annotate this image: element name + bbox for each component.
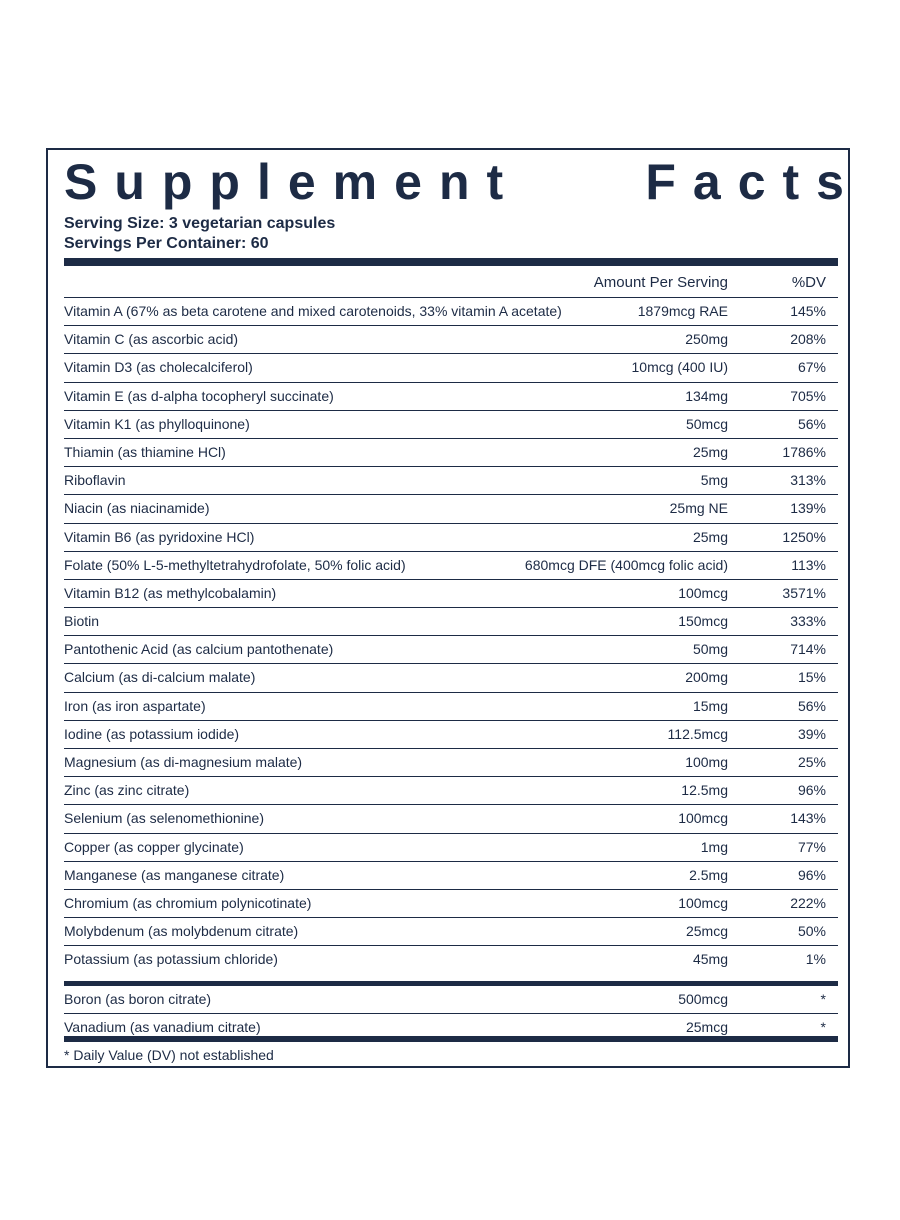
daily-value-percent: * (820, 991, 826, 1007)
table-row (64, 326, 838, 354)
table-row (64, 495, 838, 523)
daily-value-percent: 313% (790, 472, 826, 489)
daily-value-percent: 56% (797, 415, 826, 432)
other-ingredients-table (64, 986, 838, 1041)
table-row (64, 411, 838, 439)
amount-per-serving: 100mcg (678, 584, 728, 601)
amount-per-serving: 25mcg (685, 1019, 728, 1036)
table-row (64, 805, 838, 833)
nutrient-name: Potassium (as potassium chloride) (64, 951, 278, 968)
nutrient-name: Copper (as copper glycinate) (64, 838, 244, 855)
daily-value-percent: 25% (797, 754, 826, 770)
nutrient-name: Selenium (as selenomethionine) (64, 810, 264, 827)
amount-per-serving: 100mg (685, 754, 728, 770)
table-row (64, 693, 838, 721)
footnote: * Daily Value (DV) not established (64, 1047, 274, 1063)
table-row (64, 777, 838, 805)
table-row (64, 834, 838, 862)
thick-divider-top (64, 258, 838, 266)
table-row (64, 946, 838, 973)
nutrient-name: Manganese (as manganese citrate) (64, 866, 285, 883)
amount-per-serving: 2.5mg (689, 866, 728, 883)
daily-value-percent: 1250% (782, 528, 826, 545)
amount-per-serving: 12.5mg (681, 782, 728, 799)
table-row (64, 862, 838, 890)
header-amount-per-serving: Amount Per Serving (593, 274, 728, 291)
nutrient-name: Iron (as iron aspartate) (64, 697, 206, 714)
daily-value-percent: 145% (790, 303, 826, 319)
table-row (64, 608, 838, 636)
table-row (64, 721, 838, 749)
nutrient-name: Vitamin C (as ascorbic acid) (64, 331, 239, 348)
nutrient-name: Pantothenic Acid (as calcium pantothenate) (64, 641, 334, 658)
nutrient-name: Zinc (as zinc citrate) (64, 782, 190, 799)
nutrient-name: Iodine (as potassium iodide) (64, 725, 240, 742)
daily-value-percent: 39% (797, 725, 826, 742)
daily-value-percent: 67% (797, 359, 826, 376)
table-row (64, 580, 838, 608)
nutrient-name: Thiamin (as thiamine HCl) (64, 443, 226, 460)
nutrient-name: Biotin (64, 613, 100, 630)
amount-per-serving: 134mg (685, 387, 728, 404)
amount-per-serving: 1mg (700, 838, 728, 855)
nutrient-table (64, 298, 838, 974)
nutrient-name: Vitamin B6 (as pyridoxine HCl) (64, 528, 255, 545)
daily-value-percent: 96% (797, 866, 826, 883)
title-word-facts: Facts (645, 154, 861, 210)
nutrient-name: Niacin (as niacinamide) (64, 500, 210, 517)
title-word-supplement: Supplement (64, 154, 521, 210)
amount-per-serving: 25mg (692, 443, 728, 460)
amount-per-serving: 5mg (700, 472, 728, 489)
table-row (64, 986, 838, 1014)
nutrient-name: Vitamin B12 (as methylcobalamin) (64, 584, 277, 601)
amount-per-serving: 100mcg (678, 894, 728, 911)
daily-value-percent: 3571% (782, 584, 826, 601)
table-row (64, 524, 838, 552)
thick-divider-bottom (64, 1036, 838, 1042)
amount-per-serving: 25mg NE (669, 500, 728, 517)
amount-per-serving: 680mcg DFE (400mcg folic acid) (524, 556, 728, 573)
amount-per-serving: 1879mcg RAE (637, 303, 728, 319)
table-row (64, 354, 838, 382)
table-row (64, 439, 838, 467)
daily-value-percent: 705% (790, 387, 826, 404)
table-row (64, 749, 838, 777)
daily-value-percent: 714% (790, 641, 826, 658)
table-row (64, 383, 838, 411)
amount-per-serving: 50mg (692, 641, 728, 658)
amount-per-serving: 25mg (692, 528, 728, 545)
amount-per-serving: 112.5mcg (667, 725, 728, 742)
amount-per-serving: 50mcg (685, 415, 728, 432)
table-row (64, 890, 838, 918)
serving-size: Serving Size: 3 vegetarian capsules (64, 215, 336, 232)
nutrient-name: Boron (as boron citrate) (64, 991, 212, 1007)
daily-value-percent: 333% (790, 613, 826, 630)
header-daily-value: %DV (791, 274, 826, 291)
nutrient-name: Chromium (as chromium polynicotinate) (64, 894, 312, 911)
daily-value-percent: 56% (797, 697, 826, 714)
daily-value-percent: 96% (797, 782, 826, 799)
nutrient-name: Riboflavin (64, 472, 126, 489)
daily-value-percent: * (820, 1019, 826, 1036)
daily-value-percent: 222% (790, 894, 826, 911)
daily-value-percent: 208% (790, 331, 826, 348)
daily-value-percent: 113% (791, 556, 826, 573)
daily-value-percent: 1786% (782, 443, 826, 460)
servings-per-container: Servings Per Container: 60 (64, 235, 269, 252)
daily-value-percent: 143% (790, 810, 826, 827)
table-row (64, 467, 838, 495)
nutrient-name: Calcium (as di-calcium malate) (64, 669, 256, 686)
amount-per-serving: 150mcg (678, 613, 728, 630)
amount-per-serving: 15mg (692, 697, 728, 714)
amount-per-serving: 10mcg (400 IU) (631, 359, 728, 376)
nutrient-name: Molybdenum (as molybdenum citrate) (64, 923, 299, 940)
daily-value-percent: 139% (790, 500, 826, 517)
nutrient-name: Magnesium (as di-magnesium malate) (64, 754, 303, 770)
nutrient-name: Vitamin A (67% as beta carotene and mixed carotenoids, 33% vitamin A acetate) (64, 303, 562, 319)
table-row (64, 918, 838, 946)
daily-value-percent: 77% (797, 838, 826, 855)
amount-per-serving: 200mg (685, 669, 728, 686)
table-row (64, 552, 838, 580)
nutrient-name: Folate (50% L-5-methyltetrahydrofolate, 50% folic acid) (64, 556, 406, 573)
table-row (64, 664, 838, 692)
daily-value-percent: 15% (797, 669, 826, 686)
amount-per-serving: 100mcg (678, 810, 728, 827)
table-row (64, 298, 838, 326)
table-row (64, 636, 838, 664)
nutrient-name: Vitamin K1 (as phylloquinone) (64, 415, 250, 432)
column-header (64, 270, 838, 296)
amount-per-serving: 250mg (685, 331, 728, 348)
supplement-facts-panel (46, 148, 861, 1068)
amount-per-serving: 25mcg (685, 923, 728, 940)
daily-value-percent: 50% (797, 923, 826, 940)
nutrient-name: Vanadium (as vanadium citrate) (64, 1019, 261, 1036)
panel-title (64, 152, 861, 212)
amount-per-serving: 500mcg (678, 991, 728, 1007)
nutrient-name: Vitamin D3 (as cholecalciferol) (64, 359, 253, 376)
nutrient-name: Vitamin E (as d-alpha tocopheryl succinate) (64, 387, 334, 404)
amount-per-serving: 45mg (692, 951, 728, 968)
daily-value-percent: 1% (805, 951, 826, 968)
